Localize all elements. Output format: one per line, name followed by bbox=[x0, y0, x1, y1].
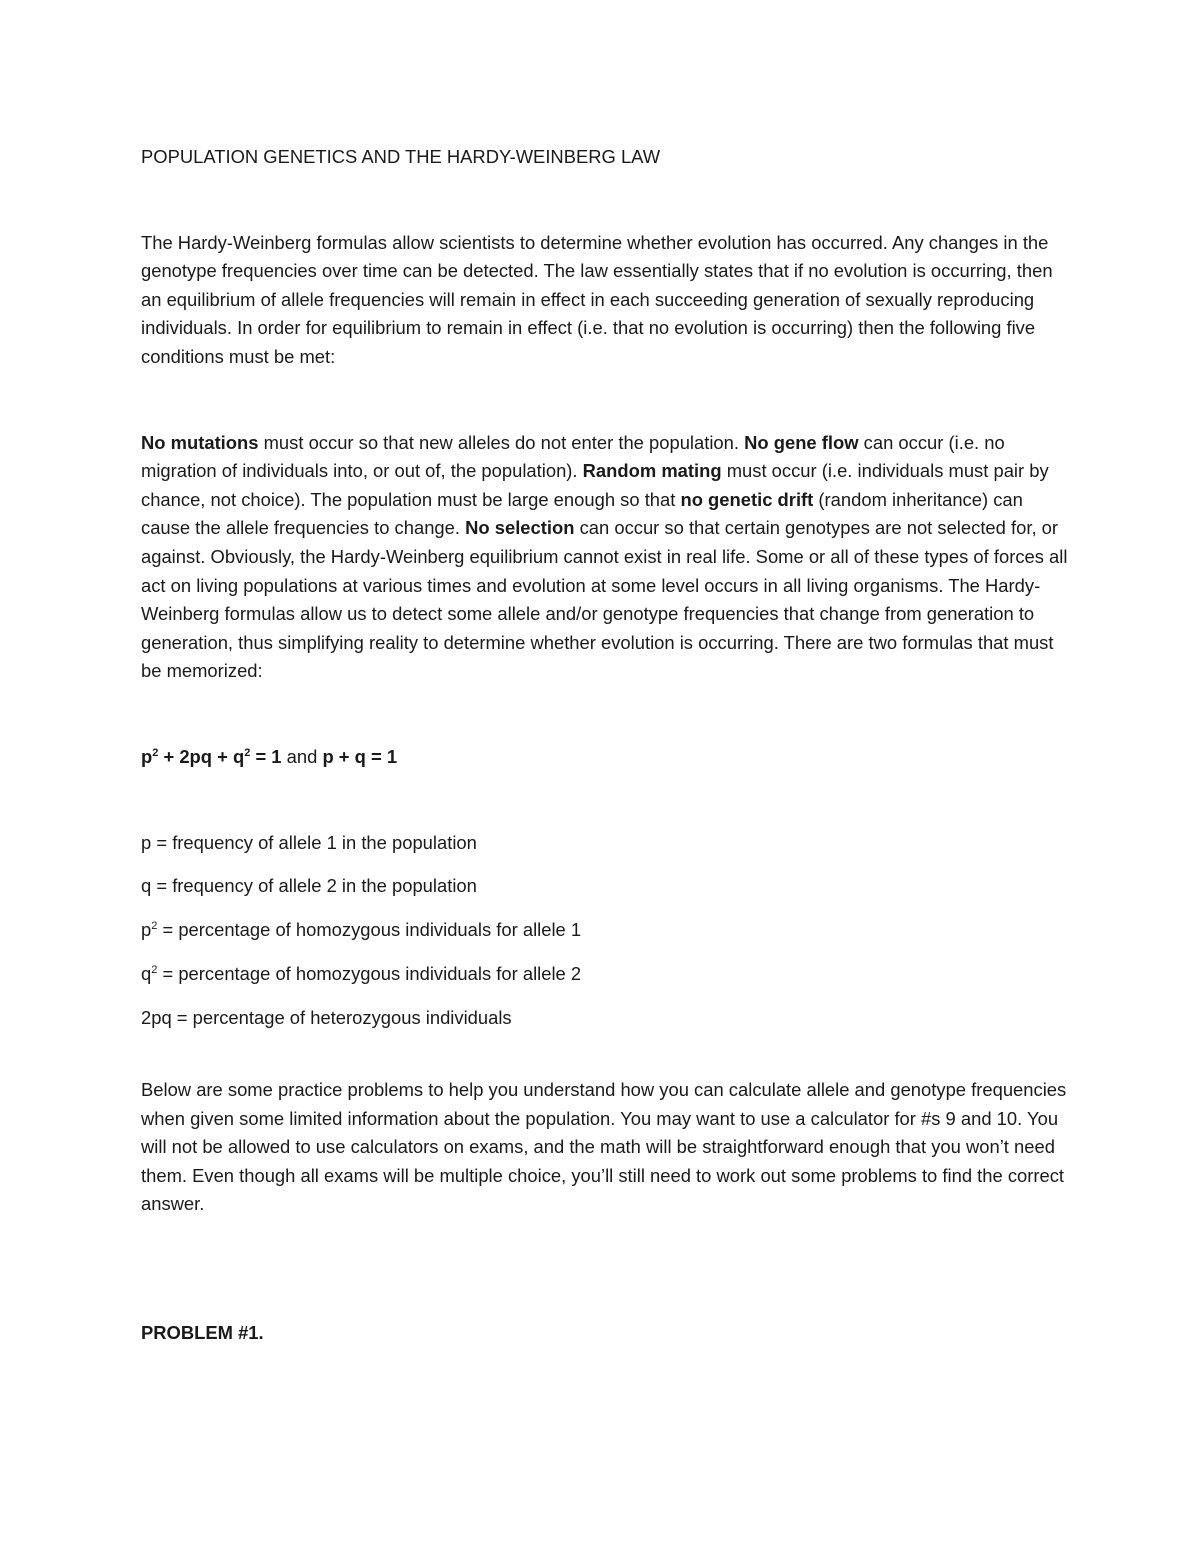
definition-text: = percentage of heterozygous individuals bbox=[171, 1007, 512, 1029]
formula-and: and bbox=[281, 745, 323, 767]
condition-text: can occur (i.e. no migration of individuals into, or out of, the population). bbox=[141, 431, 1005, 482]
intro-paragraph: The Hardy-Weinberg formulas allow scientists to determine whether evolution has occurred. Any changes in the genotype frequencies over time can be detected. The law essentially states that if no evolution is occurring, then an equilibrium of allele frequencies will remain in effect in each succeeding generation of sexually reproducing individuals. In order for equilibrium to remain in effect (i.e. that no evolution is occurring) then the following five conditions must be met: bbox=[141, 231, 1053, 367]
practice-paragraph: Below are some practice problems to help you understand how you can calculate allele and genotype frequencies when given some limited information about the population. You may want to use a calculator for #s 9 and 10. You will not be allowed to use calculators on exams, and the math will be straightforward enough that you won’t need them. Even though all exams will be multiple choice, you’ll still need to work out some problems to find the correct answer. bbox=[141, 1079, 1067, 1215]
definition-text: = frequency of allele 2 in the population bbox=[151, 875, 477, 897]
document-body bbox=[141, 143, 1071, 1348]
definition-text: = percentage of homozygous individuals for allele 2 bbox=[157, 963, 582, 985]
definition-superscript: 2 bbox=[151, 920, 158, 933]
definition-term: p bbox=[141, 831, 152, 853]
condition-no-mutations: No mutations bbox=[141, 431, 259, 453]
definition-line bbox=[141, 916, 1071, 945]
formula-part: + 2pq + q bbox=[158, 745, 245, 767]
document-title: POPULATION GENETICS AND THE HARDY-WEINBERG LAW bbox=[141, 146, 661, 167]
conditions-paragraph bbox=[141, 429, 1071, 686]
condition-no-genetic-drift: no genetic drift bbox=[680, 488, 814, 510]
condition-random-mating: Random mating bbox=[582, 460, 722, 482]
definition-text: = frequency of allele 1 in the population bbox=[151, 831, 477, 853]
definition-line bbox=[141, 1004, 1071, 1033]
definition-term: 2pq bbox=[141, 1007, 172, 1029]
definition-text: = percentage of homozygous individuals for allele 1 bbox=[157, 919, 582, 941]
formula-superscript: 2 bbox=[152, 746, 159, 759]
formula-part: p + q = 1 bbox=[322, 745, 398, 767]
condition-text: can occur so that certain genotypes are not selected for, or against. Obviously, the Hardy-Weinberg equilibrium cannot exist in real life. Some or all of these types of forces all act on living populations at various times and evolution at some level occurs in all living organisms. The Hardy-Weinberg formulas allow us to detect some allele and/or genotype frequencies that change from generation to generation, thus simplifying reality to determine whether evolution is occurring. There are two formulas that must be memorized: bbox=[141, 517, 1068, 682]
condition-text: must occur (i.e. individuals must pair by chance, not choice). The population must be large enough so that bbox=[141, 460, 1049, 510]
condition-text: (random inheritance) can cause the allele frequencies to change. bbox=[141, 488, 1023, 539]
condition-no-gene-flow: No gene flow bbox=[744, 431, 859, 453]
definition-line bbox=[141, 960, 1071, 989]
formula-part: = 1 bbox=[250, 745, 282, 767]
condition-text: must occur so that new alleles do not enter the population. bbox=[258, 431, 745, 453]
definition-line bbox=[141, 872, 1071, 901]
definition-term: q bbox=[141, 963, 152, 985]
problem-heading: PROBLEM #1. bbox=[141, 1322, 264, 1343]
formula-part: p bbox=[141, 745, 153, 767]
definitions-list bbox=[141, 829, 1071, 1034]
hardy-weinberg-formula bbox=[141, 743, 1071, 772]
definition-term: p bbox=[141, 919, 152, 941]
definition-term: q bbox=[141, 875, 152, 897]
condition-no-selection: No selection bbox=[465, 517, 575, 539]
definition-line bbox=[141, 829, 1071, 858]
definition-superscript: 2 bbox=[151, 964, 158, 977]
formula-superscript: 2 bbox=[244, 746, 251, 759]
